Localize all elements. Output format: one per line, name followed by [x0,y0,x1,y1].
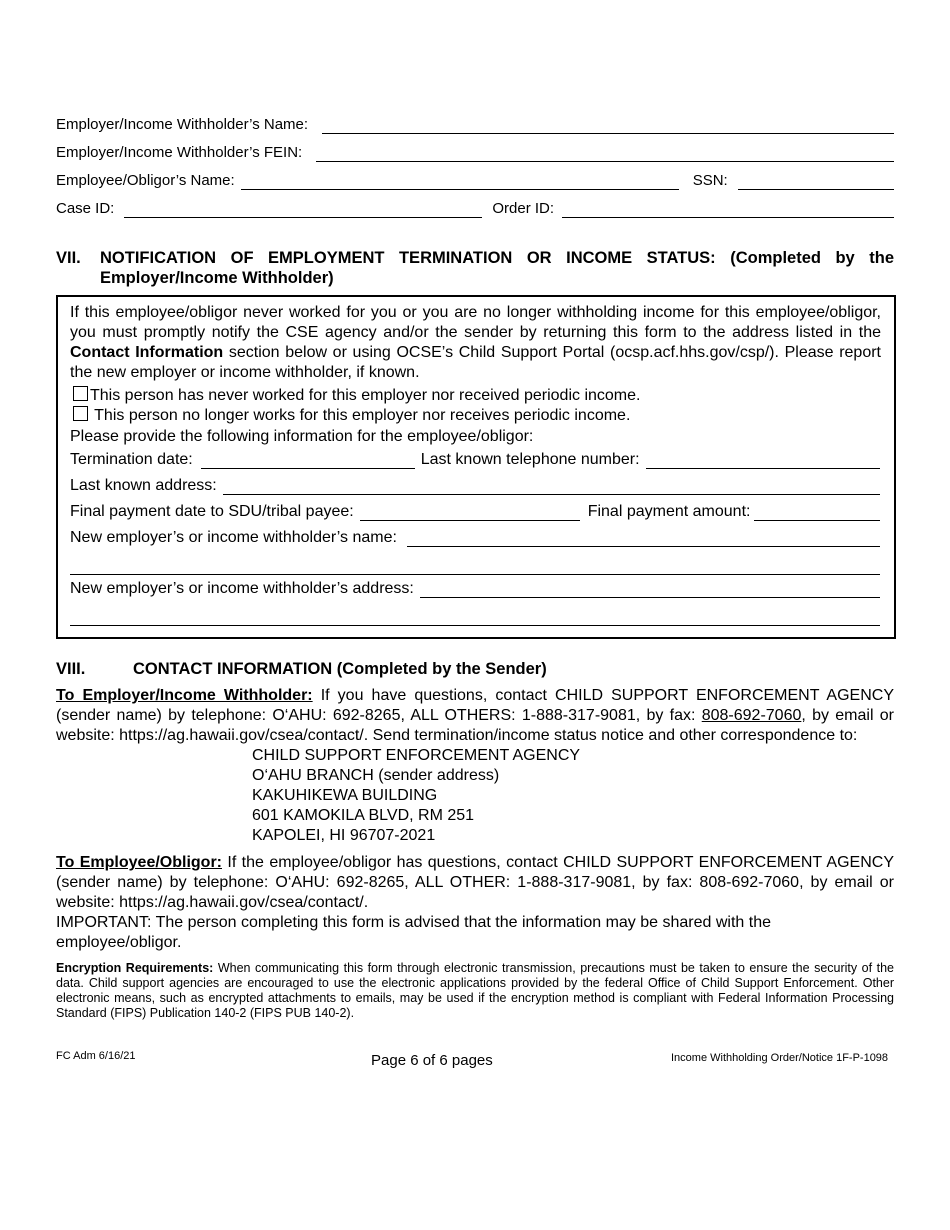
case-id-field[interactable] [124,203,482,218]
section7-title-line2: Employer/Income Withholder) [100,269,334,287]
encryption-requirements [56,961,894,1021]
termination-date-label: Termination date: [70,451,193,468]
section7-title-line1: NOTIFICATION OF EMPLOYMENT TERMINATION OR INCOME STATUS: (Completed by the [100,249,894,267]
employer-fein-row [56,144,894,162]
final-payment-amount-field[interactable] [754,506,880,521]
address-line-2: O‘AHU BRANCH (sender address) [252,767,500,784]
employer-name-label: Employer/Income Withholder’s Name: [56,116,309,133]
final-payment-amount-label: Final payment amount: [587,503,751,520]
last-address-field[interactable] [223,480,880,495]
footer-form-date: FC Adm 6/16/21 [56,1050,136,1062]
last-phone-label: Last known telephone number: [420,451,640,468]
order-id-label: Order ID: [492,200,555,217]
intro-text-b: section below or using OCSE’s Child Support Portal (ocsp.acf.hhs.gov/csp/). Please report the new employer or income withholder, if known. [70,344,881,381]
provide-info-text: Please provide the following information for the employee/obligor: [70,428,534,445]
order-id-field[interactable] [562,203,894,218]
sender-address-block [252,746,580,846]
encryption-text: When communicating this form through electronic transmission, precautions must be taken to ensure the security of the data. Child support agencies are encouraged to use the electronic applications provided by the federal Office of Child Support Enforcement. Other electronic means, such as encrypted attachments to emails, may be used if the encryption method is compliant with Federal Information Processing Standard (FIPS) Publication 140-2 (FIPS PUB 140-2). [56,961,894,1020]
address-line-3: KAKUHIKEWA BUILDING [252,787,438,804]
employer-contact-text-a: If you have questions, contact CHILD SUPPORT ENFORCEMENT AGENCY (sender name) by telephone: O‘AHU: 692-8265, ALL OTHERS: 1-888-317-9081, by fax: [56,687,894,724]
new-employer-address-row [70,580,880,598]
intro-text-bold: Contact Information [70,344,224,361]
checkbox-row-no-longer-works[interactable] [73,406,630,426]
intro-text-a: If this employee/obligor never worked for you or you are no longer withholding income for this employee/obligor, you must promptly notify the CSE agency and/or the sender by returning this form to the address listed in the [70,304,881,341]
last-address-row [70,477,880,495]
footer-form-title: Income Withholding Order/Notice 1F-P-1098 [671,1052,889,1064]
checkbox-row-never-worked[interactable] [73,386,640,406]
never-worked-label: This person has never worked for this employer nor received periodic income. [90,387,641,404]
important-notice: IMPORTANT: The person completing this form is advised that the information may be shared with the employee/obligor. [56,914,771,951]
employee-contact-paragraph [56,853,894,913]
employee-contact-text: If the employee/obligor has questions, contact CHILD SUPPORT ENFORCEMENT AGENCY (sender name) by telephone: O‘AHU: 692-8265, ALL OTHER: 1-888-317-9081, by fax: 808-692-7060, by email or website: https://ag.hawaii.gov/csea/contact/. [56,854,895,911]
employer-fein-label: Employer/Income Withholder’s FEIN: [56,144,303,161]
employer-name-field[interactable] [322,119,894,134]
section7-intro [70,303,881,383]
final-payment-date-label: Final payment date to SDU/tribal payee: [70,503,354,520]
no-longer-works-checkbox[interactable] [73,406,88,421]
employee-name-field[interactable] [241,175,679,190]
last-phone-field[interactable] [646,454,880,469]
new-employer-address-label: New employer’s or income withholder’s address: [70,580,414,597]
new-employer-name-field-line2[interactable] [70,574,880,575]
case-order-row [56,200,894,218]
address-line-1: CHILD SUPPORT ENFORCEMENT AGENCY [252,747,581,764]
no-longer-works-label: This person no longer works for this employer nor receives periodic income. [90,407,631,424]
employee-contact-label: To Employee/Obligor: [56,854,222,871]
new-employer-address-field[interactable] [420,583,880,598]
new-employer-name-field[interactable] [407,532,880,547]
employer-contact-text-b: , by email or website: https://ag.hawaii.gov/csea/contact/. Send termination/income status notice and other correspondence to: [56,707,895,744]
employer-contact-paragraph [56,686,894,746]
section8-number: VIII. [56,660,86,678]
address-line-4: 601 KAMOKILA BLVD, RM 251 [252,807,475,824]
employer-fein-field[interactable] [316,147,894,162]
employer-contact-label: To Employer/Income Withholder: [56,687,313,704]
employer-name-row [56,116,894,134]
termination-date-field[interactable] [201,454,415,469]
final-payment-row [70,503,880,521]
employee-name-label: Employee/Obligor’s Name: [56,172,235,189]
ssn-field[interactable] [738,175,894,190]
employee-name-row [56,172,894,190]
new-employer-address-field-line2[interactable] [70,625,880,626]
new-employer-name-label: New employer’s or income withholder’s name: [70,529,397,546]
encryption-label: Encryption Requirements: [56,961,214,975]
never-worked-checkbox[interactable] [73,386,88,401]
section7-number: VII. [56,249,81,267]
final-payment-date-field[interactable] [360,506,580,521]
last-address-label: Last known address: [70,477,217,494]
address-line-5: KAPOLEI, HI 96707-2021 [252,827,436,844]
case-id-label: Case ID: [56,200,115,217]
new-employer-name-row [70,529,880,547]
employer-fax-link[interactable]: 808-692-7060 [701,707,802,724]
ssn-label: SSN: [692,172,728,189]
footer-page-number: Page 6 of 6 pages [371,1052,493,1069]
section8-title: CONTACT INFORMATION (Completed by the Sender) [133,660,547,678]
termination-row [70,451,880,469]
